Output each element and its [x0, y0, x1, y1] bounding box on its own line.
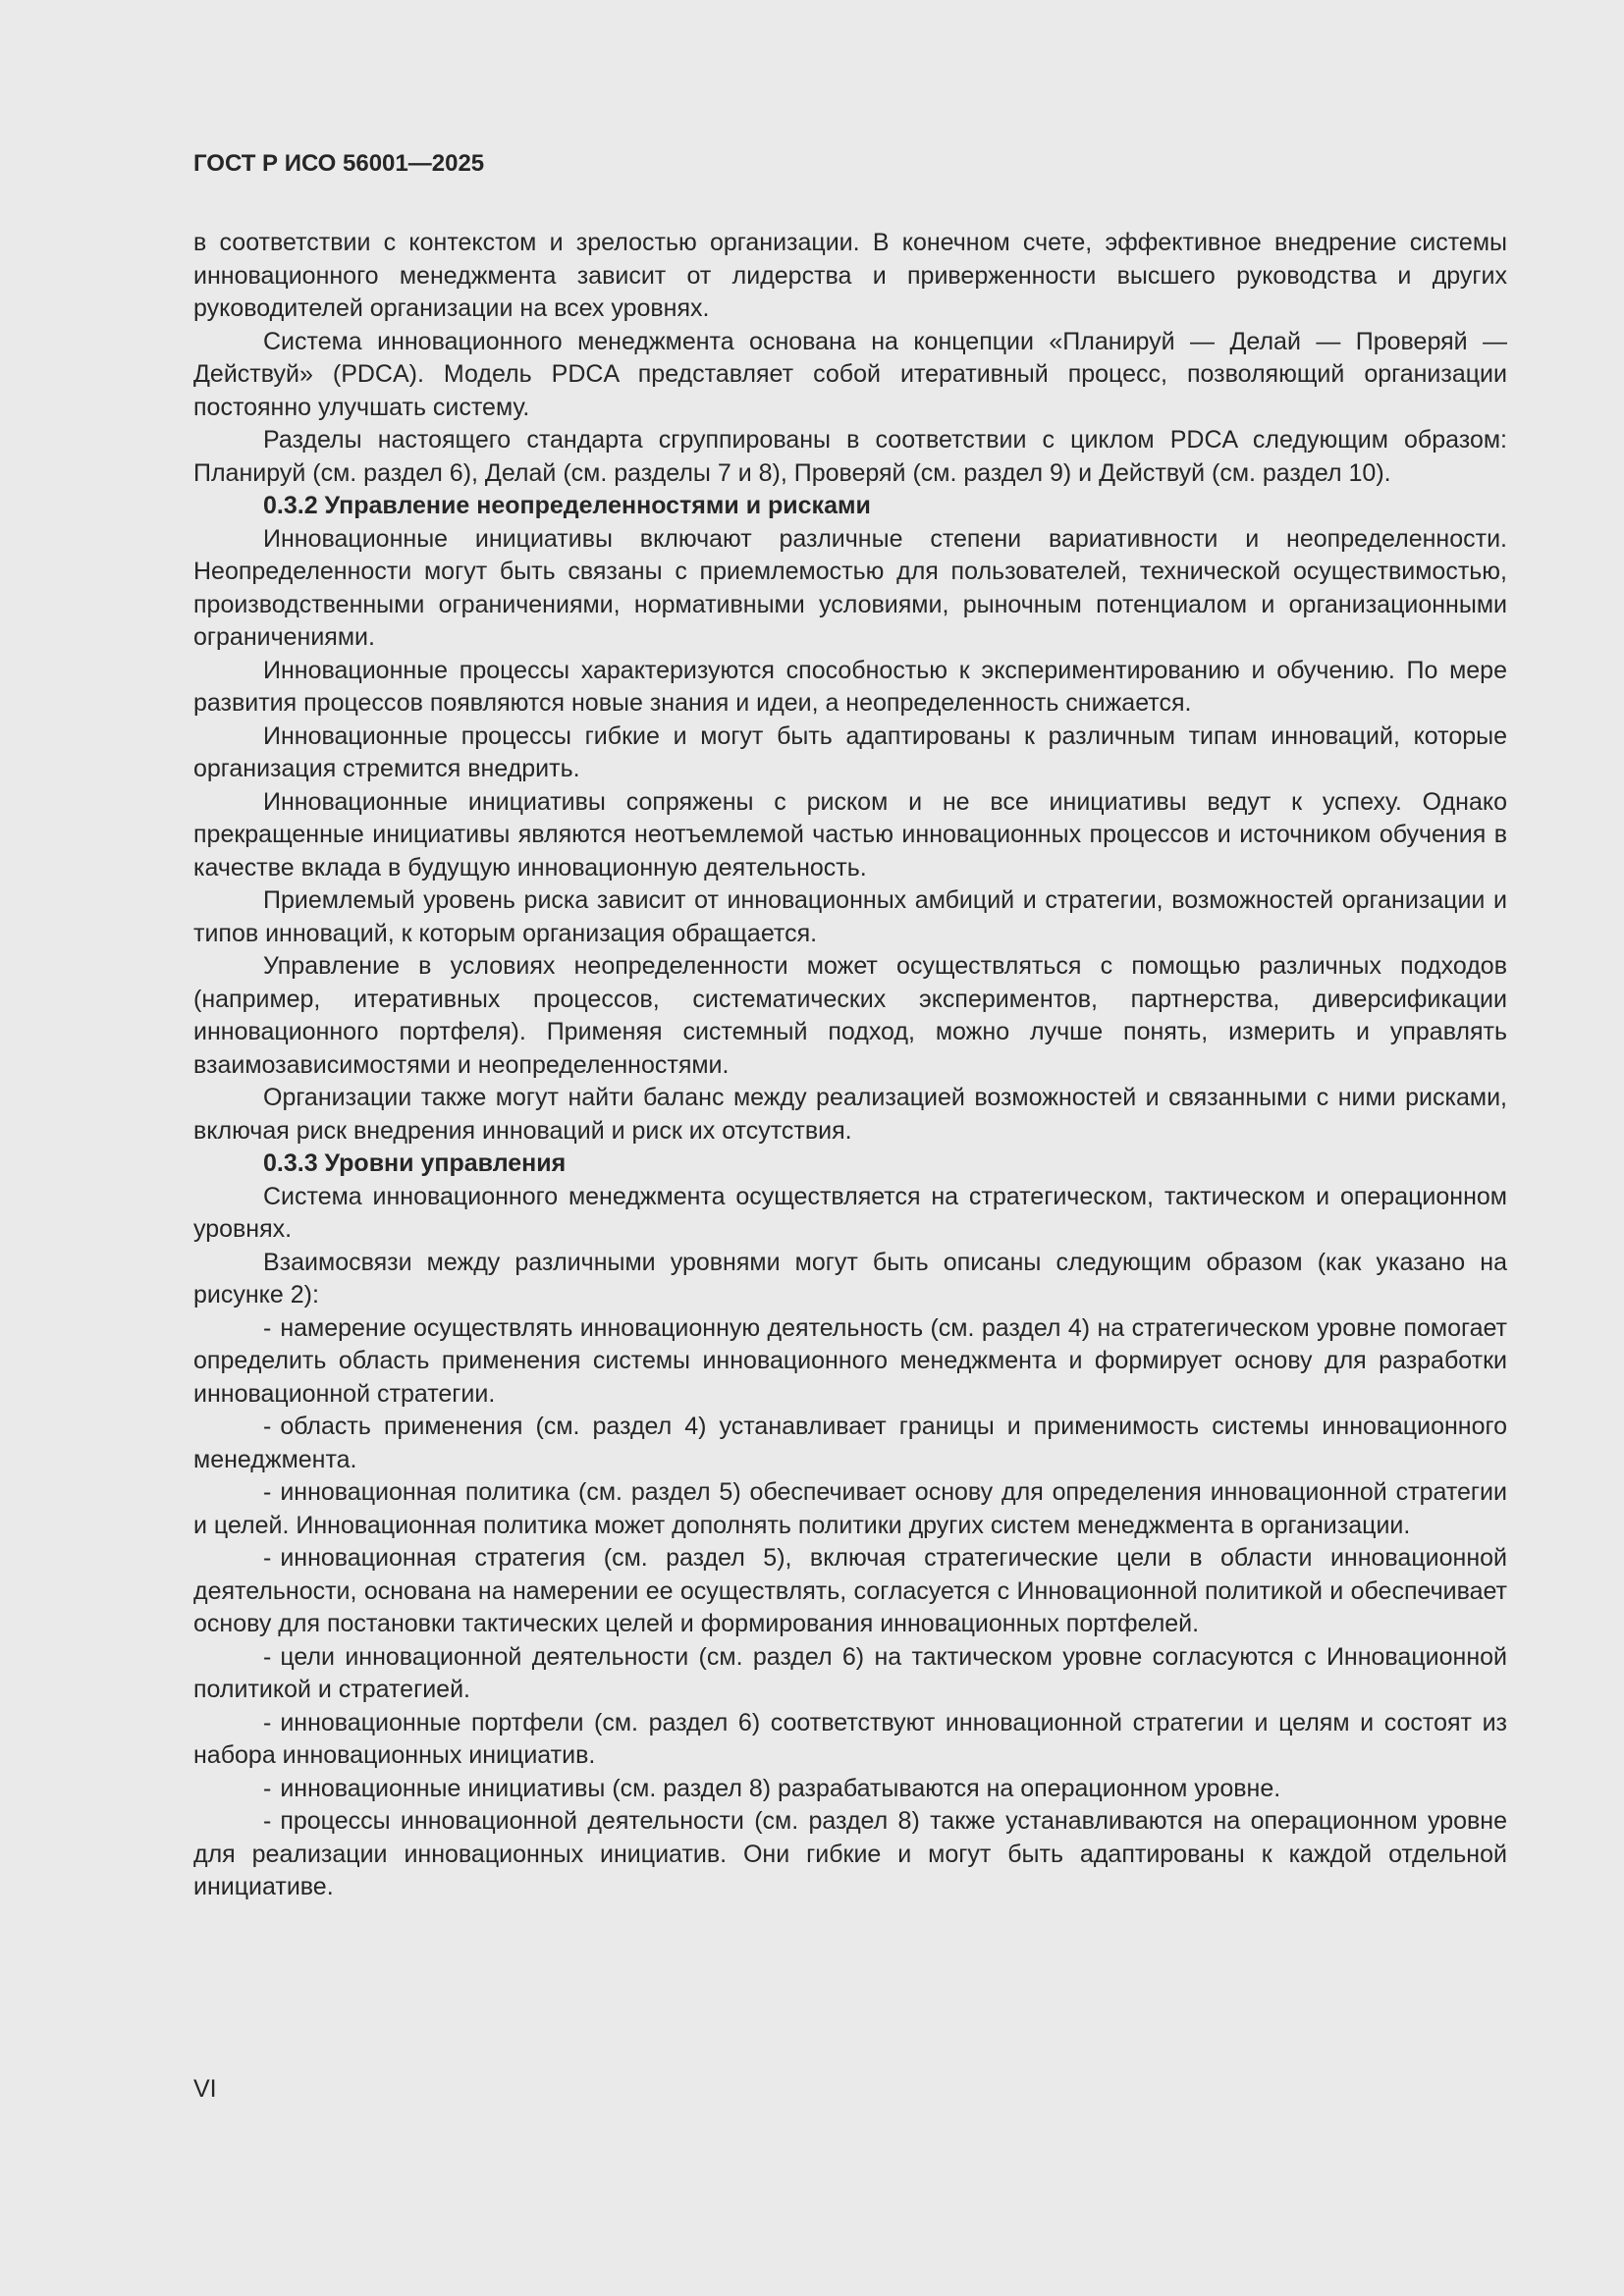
paragraph: в соответствии с контекстом и зрелостью организации. В конечном счете, эффективное внедрение системы инновационного менеджмента зависит от лидерства и приверженности высшего руководства и других руководителей организации на всех уровнях.: [193, 229, 1507, 322]
list-item: [193, 1312, 1507, 1412]
list-item: [193, 1773, 1507, 1806]
list-item-text: процессы инновационной деятельности (см. раздел 8) также устанавливаются на операционном уровне для реализации инновационных инициатив. Они гибкие и могут быть адаптированы к каждой отдельной инициативе.: [193, 1807, 1507, 1900]
list-dash: -: [263, 1708, 272, 1736]
list-item: [193, 1805, 1507, 1904]
list-item: [193, 1707, 1507, 1773]
section-heading: 0.3.2 Управление неопределенностями и рисками: [263, 492, 871, 519]
document-header: ГОСТ Р ИСО 56001—2025: [193, 150, 485, 177]
list-dash: -: [263, 1313, 272, 1342]
page-body: [193, 227, 1507, 1904]
paragraph: Система инновационного менеджмента основана на концепции «Планируй — Делай — Проверяй — Действуй» (PDCA). Модель PDCA представляет собой итеративный процесс, позволяющий организации постоянно улучшать систему.: [193, 327, 1507, 421]
list-dash: -: [263, 1774, 272, 1802]
list-item-text: инновационные инициативы (см. раздел 8) разрабатываются на операционном уровне.: [280, 1774, 1281, 1802]
list-item: [193, 1411, 1507, 1476]
page-number: VI: [193, 2075, 217, 2103]
list-item-text: цели инновационной деятельности (см. раздел 6) на тактическом уровне согласуются с Инновационной политикой и стратегией.: [193, 1642, 1507, 1703]
paragraph: Управление в условиях неопределенности может осуществляться с помощью различных подходов (например, итеративных процессов, систематических экспериментов, партнерства, диверсификации инновационного портфеля). Применяя системный подход, можно лучше понять, измерить и управлять взаимозависимостями и неопределенностями.: [193, 952, 1507, 1079]
list-dash: -: [263, 1478, 272, 1506]
list-item-text: инновационные портфели (см. раздел 6) соответствуют инновационной стратегии и целям и состоят из набора инновационных инициатив.: [193, 1708, 1507, 1769]
list-dash: -: [263, 1807, 272, 1835]
paragraph: Инновационные инициативы сопряжены с риском и не все инициативы ведут к успеху. Однако прекращенные инициативы являются неотъемлемой частью инновационных процессов и источником обучения в качестве вклада в будущую инновационную деятельность.: [193, 787, 1507, 881]
list-item: [193, 1476, 1507, 1542]
list-item-text: инновационная политика (см. раздел 5) обеспечивает основу для определения инновационной стратегии и целей. Инновационная политика может дополнять политики других систем менеджмента в организации.: [193, 1478, 1507, 1539]
list-item-text: область применения (см. раздел 4) устанавливает границы и применимость системы инновационного менеджмента.: [193, 1413, 1507, 1473]
paragraph: Организации также могут найти баланс между реализацией возможностей и связанными с ними рисками, включая риск внедрения инноваций и риск их отсутствия.: [193, 1084, 1507, 1145]
list-item-text: инновационная стратегия (см. раздел 5), включая стратегические цели в области инновационной деятельности, основана на намерении ее осуществлять, согласуется с Инновационной политикой и обеспечивает основу для постановки тактических целей и формирования инновационных портфелей.: [193, 1544, 1507, 1637]
list-dash: -: [263, 1642, 272, 1671]
paragraph: Взаимосвязи между различными уровнями могут быть описаны следующим образом (как указано на рисунке 2):: [193, 1248, 1507, 1308]
list-dash: -: [263, 1544, 272, 1572]
paragraph: Инновационные инициативы включают различные степени вариативности и неопределенности. Неопределенности могут быть связаны с приемлемостью для пользователей, технической осуществимостью, производственными ограничениями, нормативными условиями, рыночным потенциалом и организационными ограничениями.: [193, 524, 1507, 651]
paragraph: Приемлемый уровень риска зависит от инновационных амбиций и стратегии, возможностей организации и типов инноваций, к которым организация обращается.: [193, 886, 1507, 947]
list-item-text: намерение осуществлять инновационную деятельность (см. раздел 4) на стратегическом уровне помогает определить область применения системы инновационного менеджмента и формирует основу для разработки инновационной стратегии.: [193, 1313, 1507, 1408]
paragraph: Инновационные процессы характеризуются способностью к экспериментированию и обучению. По мере развития процессов появляются новые знания и идеи, а неопределенность снижается.: [193, 656, 1507, 717]
paragraph: Система инновационного менеджмента осуществляется на стратегическом, тактическом и операционном уровнях.: [193, 1182, 1507, 1243]
section-heading: 0.3.3 Уровни управления: [263, 1149, 567, 1177]
list-item: [193, 1641, 1507, 1707]
list-dash: -: [263, 1413, 272, 1440]
paragraph: Разделы настоящего стандарта сгруппированы в соответствии с циклом PDCA следующим образом: Планируй (см. раздел 6), Делай (см. разделы 7 и 8), Проверяй (см. раздел 9) и Действуй (см. раздел 10).: [193, 426, 1507, 487]
list-item: [193, 1542, 1507, 1641]
paragraph: Инновационные процессы гибкие и могут быть адаптированы к различным типам инноваций, которые организация стремится внедрить.: [193, 721, 1507, 782]
